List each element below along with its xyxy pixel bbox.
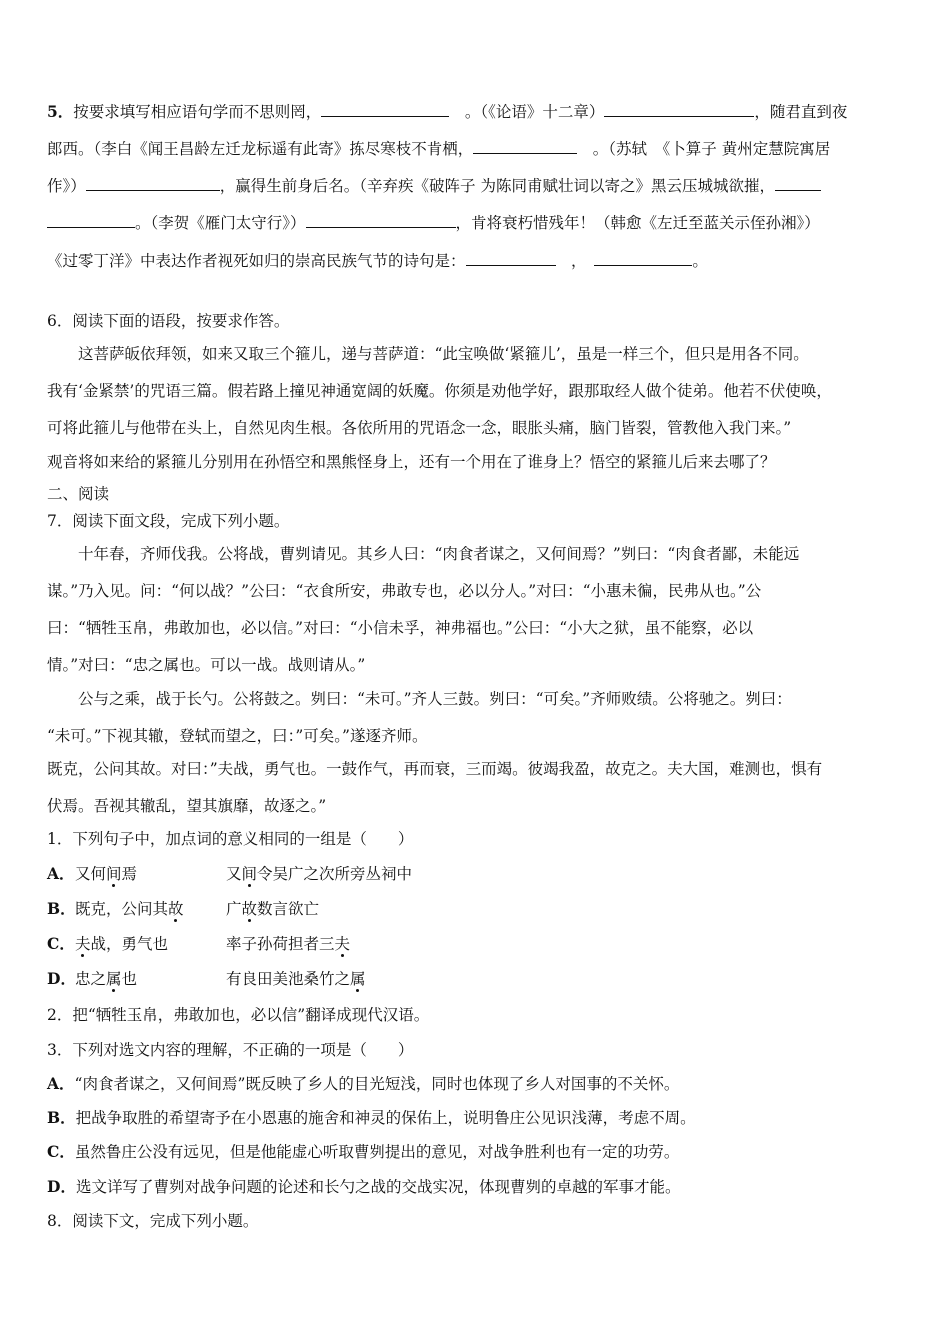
option-label: C． (47, 934, 75, 953)
sub3-option-d[interactable] (47, 1177, 680, 1197)
q5-text: ，赢得生前身后名。（辛弃疾《破阵子 为陈同甫赋壮词以寄之》黑云压城城欲摧， (219, 177, 775, 195)
sub3-option-c[interactable] (47, 1142, 679, 1162)
q5-text: 。（苏轼 《卜算子 黄州定慧院寓居 (592, 140, 831, 158)
q5-blank-3[interactable] (473, 139, 577, 154)
option-label: B． (47, 1108, 76, 1127)
option-label: C． (47, 1142, 75, 1161)
q5-text: 。 (692, 252, 708, 270)
q5-number: 5． (47, 102, 74, 121)
option-text: 虽然鲁庄公没有远见，但是他能虚心听取曹刿提出的意见，对战争胜利也有一定的功劳。 (74, 1143, 680, 1161)
q7-passage-line: 谋。”乃入见。问：“何以战？”公曰：“衣食所安，弗敢专也，必以分人。”对曰：“小惠未徧，民弗从也。”公 (47, 582, 762, 600)
option-text: 选文详写了曹刿对战争问题的论述和长勺之战的交战实况，体现曹刿的卓越的军事才能。 (75, 1178, 681, 1196)
q7-passage-line: 公与之乘，战于长勺。公将鼓之。刿曰：“未可。”齐人三鼓。刿曰：“可矣。”齐师败绩。公将驰之。刿曰： (78, 690, 792, 708)
q5-line-5 (47, 251, 708, 271)
dotted-char: 间 (241, 865, 258, 883)
q7-passage-line: 曰：“牺牲玉帛，弗敢加也，必以信。”对曰：“小信未孚，神弗福也。”公曰：“小大之狱，虽不能察，必以 (47, 619, 754, 637)
option-phrase-b: 广故数言欲亡 (226, 900, 320, 918)
dotted-char: 属 (350, 970, 366, 988)
option-label: A． (47, 1074, 75, 1093)
q5-line-4 (47, 213, 820, 233)
q7-passage-line: 伏焉。吾视其辙乱，望其旗靡，故逐之。” (47, 797, 327, 815)
q5-blank-5a[interactable] (775, 176, 821, 191)
option-text: “肉食者谋之，又何间焉”既反映了乡人的目光短浅，同时也体现了乡人对国事的不关怀。 (74, 1075, 680, 1093)
q5-blank-1[interactable] (321, 102, 449, 117)
dotted-char: 故 (241, 900, 258, 918)
dotted-char: 属 (106, 970, 122, 988)
dotted-char: 间 (106, 865, 122, 883)
dotted-char: 夫 (75, 935, 91, 953)
option-phrase-a: 忠之属也 (75, 970, 138, 988)
option-phrase-a: 既克，公问其故 (75, 900, 184, 918)
q8-title: 8．阅读下文，完成下列小题。 (47, 1212, 259, 1230)
option-phrase-a: 夫战，勇气也 (75, 935, 169, 953)
q5-text: 。（《论语》十二章） (464, 103, 605, 121)
q5-text: ，随君直到夜 (754, 103, 848, 121)
option-label: D． (47, 1177, 76, 1196)
option-label: B． (47, 899, 76, 918)
q5-line-1 (47, 102, 847, 122)
sub3-option-b[interactable] (47, 1108, 696, 1128)
q5-line-2 (47, 139, 830, 159)
q5-text: ，肯将衰朽惜残年！（韩愈《左迁至蓝关示侄孙湘》） (455, 214, 820, 232)
q7-passage-line: “未可。”下视其辙，登轼而望之，曰：”可矣。”遂逐齐师。 (47, 727, 428, 745)
q7-title: 7．阅读下面文段，完成下列小题。 (47, 512, 290, 530)
q5-text: ， (571, 252, 579, 270)
dotted-char: 故 (168, 900, 184, 918)
q7-passage-line: 十年春，齐师伐我。公将战，曹刿请见。其乡人曰：“肉食者谋之，又何间焉？”刿曰：“肉食者鄙，未能远 (78, 545, 800, 563)
q5-text: 。（李贺《雁门太守行》） (135, 214, 306, 232)
dotted-char: 夫 (334, 935, 351, 953)
q6-title: 6．阅读下面的语段，按要求作答。 (47, 312, 290, 330)
q6-passage-line: 我有‘金紧禁’的咒语三篇。假若路上撞见神通宽阔的妖魔。你须是劝他学好，跟那取经人做个徒弟。他若不伏使唤， (47, 382, 832, 400)
q5-blank-7[interactable] (466, 251, 556, 266)
q6-question: 观音将如来给的紧箍儿分别用在孙悟空和黑熊怪身上，还有一个用在了谁身上？悟空的紧箍儿后来去哪了？ (47, 453, 776, 471)
sub1-title: 1．下列句子中，加点词的意义相同的一组是（ ） (47, 830, 414, 848)
q5-text: 作》） (47, 177, 86, 195)
option-phrase-a: 又何间焉 (75, 865, 138, 883)
option-label: A． (47, 864, 75, 883)
option-phrase-b: 有良田美池桑竹之属 (226, 970, 366, 988)
q7-passage-line: 情。”对曰：“忠之属也。可以一战。战则请从。” (47, 656, 366, 674)
q5-text: 郎西。（李白《闻王昌龄左迁龙标遥有此寄》拣尽寒枝不肯栖， (47, 140, 474, 158)
q5-blank-6[interactable] (306, 213, 456, 228)
q5-blank-8[interactable] (594, 251, 692, 266)
sub3-title: 3．下列对选文内容的理解，不正确的一项是（ ） (47, 1041, 414, 1059)
q5-line-3 (47, 176, 821, 196)
option-label: D． (47, 969, 76, 988)
option-phrase-b: 又间令吴广之次所旁丛祠中 (226, 865, 413, 883)
q5-text: 《过零丁洋》中表达作者视死如归的崇高民族气节的诗句是： (47, 252, 466, 270)
sub2-title: 2．把“牺牲玉帛，弗敢加也，必以信”翻译成现代汉语。 (47, 1006, 430, 1024)
q6-passage-line: 这菩萨皈依拜领，如来又取三个箍儿，递与菩萨道：“此宝唤做‘紧箍儿’，虽是一样三个，但只是用各不同。 (78, 345, 809, 363)
q5-blank-2[interactable] (604, 102, 754, 117)
option-phrase-b: 率子孙荷担者三夫 (226, 935, 351, 953)
sub3-option-a[interactable] (47, 1074, 679, 1094)
q6-passage-line: 可将此箍儿与他带在头上，自然见肉生根。各依所用的咒语念一念，眼胀头痛，脑门皆裂，管教他入我门来。” (47, 419, 792, 437)
q5-text: 按要求填写相应语句学而不思则罔， (73, 103, 322, 121)
q5-blank-5b[interactable] (47, 213, 135, 228)
q7-passage-line: 既克，公问其故。对曰：”夫战，勇气也。一鼓作气，再而衰，三而竭。彼竭我盈，故克之。夫大国，难测也，惧有 (47, 760, 823, 778)
q5-blank-4[interactable] (86, 176, 220, 191)
section-heading: 二、阅读 (47, 485, 110, 503)
option-text: 把战争取胜的希望寄予在小恩惠的施舍和神灵的保佑上，说明鲁庄公见识浅薄，考虑不周。 (75, 1109, 696, 1127)
